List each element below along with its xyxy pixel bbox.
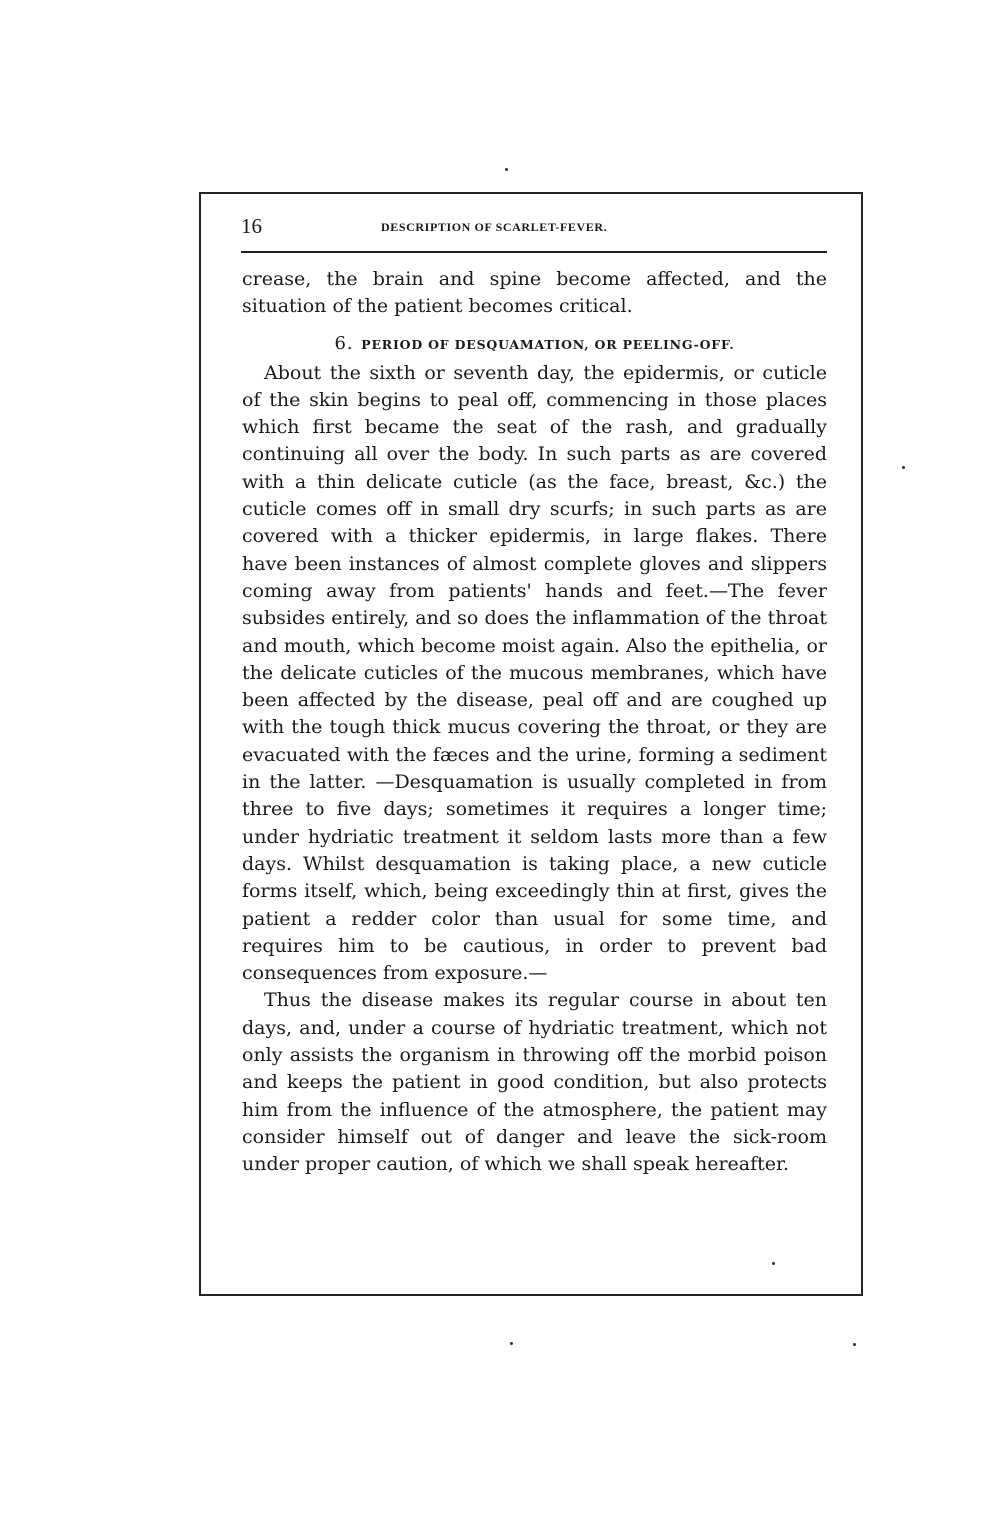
header-rule <box>241 251 827 253</box>
section-number: 6. <box>334 332 354 354</box>
paragraph-course: Thus the disease makes its regular course in about ten days, and, under a course of hydriatic treatment, which not only assists the organism in throwing off the morbid poison and keeps the patient in good condition, but also protects him from the influence of the atmosphere, the patient may consider himself out of danger and leave the sick-room under proper caution, of which we shall speak hereafter. <box>242 989 827 1176</box>
section-heading <box>242 333 827 356</box>
scan-speck <box>902 466 905 469</box>
scan-speck <box>772 1262 775 1265</box>
section-title: PERIOD OF DESQUAMATION, OR PEELING-OFF. <box>361 336 735 352</box>
continuation-paragraph: crease, the brain and spine become affected, and the situation of the patient becomes critical. <box>242 268 827 318</box>
page-header <box>241 214 828 244</box>
page-number: 16 <box>241 214 262 238</box>
scan-speck <box>510 1342 513 1345</box>
scan-speck <box>853 1343 856 1346</box>
body-text <box>242 266 827 1179</box>
running-title: DESCRIPTION OF SCARLET-FEVER. <box>381 220 608 234</box>
scan-speck <box>505 168 508 171</box>
paragraph-desquamation: About the sixth or seventh day, the epidermis, or cuticle of the skin begins to peal off, commencing in those places which first became the seat of the rash, and gradually continuing all over the body. In such parts as are covered with a thin delicate cuticle (as the face, breast, &c.) the cuticle comes off in small dry scurfs; in such parts as are covered with a thicker epidermis, in large flakes. There have been instances of almost complete gloves and slippers coming away from patients' hands and feet.—The fever subsides entirely, and so does the inflammation of the throat and mouth, which become moist again. Also the epithelia, or the delicate cuticles of the mucous membranes, which have been affected by the disease, peal off and are coughed up with the tough thick mucus covering the throat, or they are evacuated with the fæces and the urine, forming a sediment in the latter. —Desquamation is usually completed in from three to five days; sometimes it requires a longer time; under hydriatic treatment it seldom lasts more than a few days. Whilst desquamation is taking place, a new cuticle forms itself, which, being exceedingly thin at first, gives the patient a redder color than usual for some time, and requires him to be cautious, in order to prevent bad consequences from exposure.— <box>242 361 827 985</box>
